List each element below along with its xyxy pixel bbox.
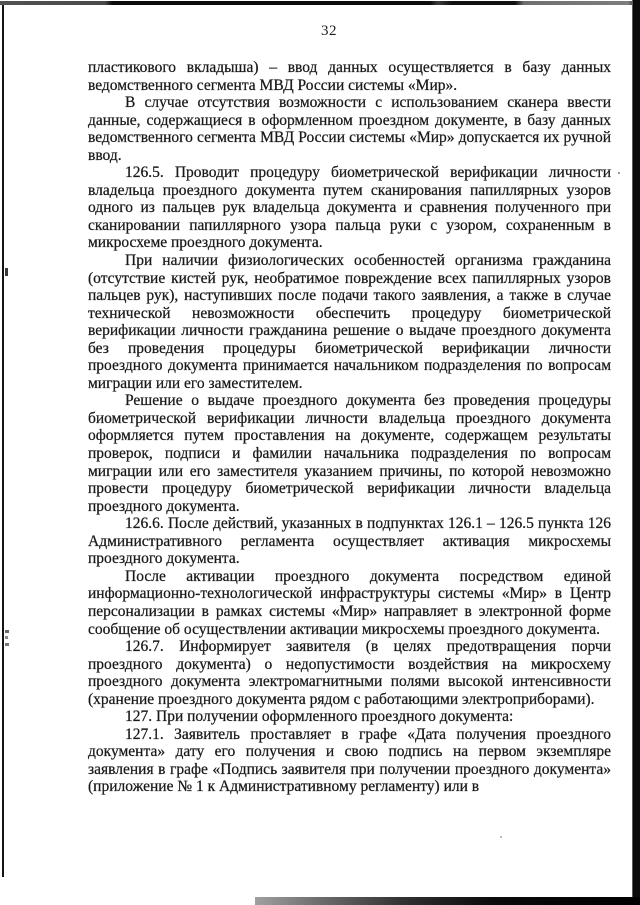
- paragraph-126-7: 126.7. Информирует заявителя (в целях предотвращения порчи проездного документа) о недопустимости воздействия на микросхему проездного документа электромагнитными полями высокой интенсивности (хранение проездного документа рядом с работающими электроприборами).: [88, 638, 611, 708]
- scan-edge-right: [632, 0, 640, 905]
- scan-speck: [5, 643, 9, 646]
- scan-edge-left: [2, 5, 4, 877]
- scan-speck: [5, 636, 8, 639]
- paragraph-activation-notice: После активации проездного документа посредством единой информационно-технологической инфраструктуры системы «Мир» в Центр персонализации в рамках системы «Мир» направляет в электронной форме сообщение об осуществлении активации микросхемы проездного документа.: [88, 567, 611, 638]
- page-number: 32: [321, 23, 337, 39]
- scan-speck: [618, 172, 620, 174]
- paragraph-126-6: 126.6. После действий, указанных в подпунктах 126.1 – 126.5 пункта 126 Административного регламента осуществляет активация микросхемы проездного документа.: [88, 515, 611, 568]
- paragraph-127: 127. При получении оформленного проездного документа:: [125, 708, 514, 726]
- paragraph-126-5: 126.5. Проводит процедуру биометрической верификации личности владельца проездного документа путем сканирования папиллярных узоров одного из пальцев рук владельца документа и сравнения полученного при сканировании папиллярного узора пальца руки с узором, сохраненным в микросхеме проездного документа.: [88, 164, 611, 252]
- paragraph-continuation: пластикового вкладыша) – ввод данных осуществляется в базу данных ведомственного сегмента МВД России системы «Мир».: [88, 59, 611, 94]
- scan-speck: [5, 630, 9, 633]
- paragraph-127-1: 127.1. Заявитель проставляет в графе «Дата получения проездного документа» дату его получения и свою подпись на первом экземпляре заявления в графе «Подпись заявителя при получении проездного документа» (приложение № 1 к Административному регламенту) или в: [88, 725, 611, 796]
- paragraph-physiological: При наличии физиологических особенностей организма гражданина (отсутствие кистей рук, необратимое повреждение всех папиллярных узоров пальцев рук), наступивших после подачи такого заявления, а также в случае технической невозможности обеспечить процедуру биометрической верификации личности гражданина решение о выдаче проездного документа без проведения процедуры биометрической верификации личности проездного документа принимается начальником подразделения по вопросам миграции или его заместителем.: [88, 252, 611, 392]
- scan-speck: [500, 836, 502, 838]
- paragraph-decision: Решение о выдаче проездного документа без проведения процедуры биометрической верификации личности владельца проездного документа оформляется путем проставления на документе, содержащем результаты проверок, подписи и фамилии начальника подразделения по вопросам миграции или его заместителя указанием причины, по которой невозможно провести процедуру биометрической верификации личности владельца проездного документа.: [88, 392, 611, 515]
- document-body: [88, 59, 611, 796]
- paragraph-manual-input: В случае отсутствия возможности с использованием сканера ввести данные, содержащиеся в оформленном проездном документе, в базу данных ведомственного сегмента МВД России системы «Мир» допускается их ручной ввод.: [88, 94, 611, 164]
- scan-edge-top: [0, 1, 640, 5]
- scan-edge-bottom: [255, 897, 640, 905]
- scan-speck: [5, 268, 8, 276]
